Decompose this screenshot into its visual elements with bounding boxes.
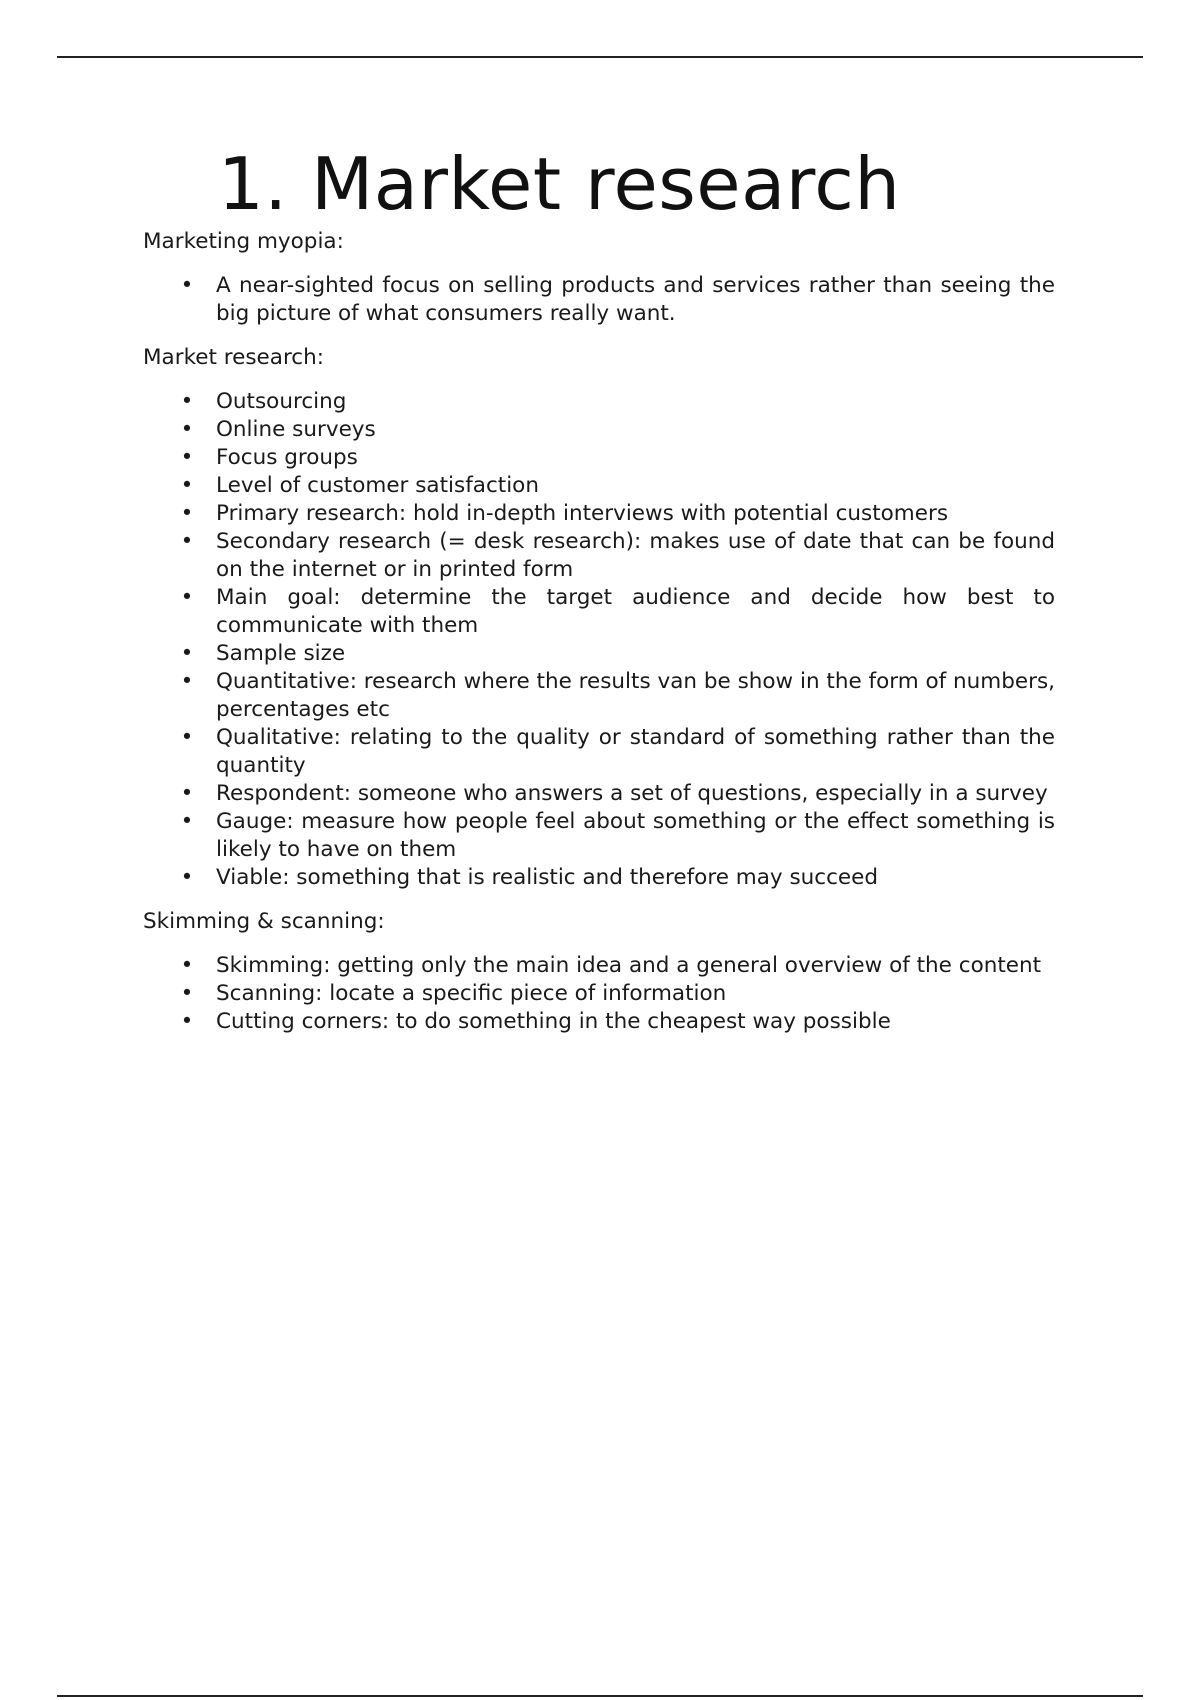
list-item-text: Viable: something that is realistic and therefore may succeed [216,865,879,890]
list-item-text: Focus groups [216,445,358,470]
bullet-icon: • [180,585,194,610]
list-item-text: Scanning: locate a specific piece of information [216,981,727,1006]
list-item [143,444,1055,472]
bullet-icon: • [180,669,194,694]
list-item-text: Qualitative: relating to the quality or standard of something rather than the quantity [216,725,1055,778]
list-item [143,980,1055,1008]
page-title: 1. Market research [218,142,901,226]
bullet-icon: • [180,1009,194,1034]
list-item-text: Sample size [216,641,346,666]
bullet-icon: • [180,865,194,890]
list-item [143,388,1055,416]
list-item [143,416,1055,444]
list-item-text: Gauge: measure how people feel about something or the effect something is likely to have on them [216,809,1055,862]
bullet-icon: • [180,529,194,554]
list-item-text: Respondent: someone who answers a set of questions, especially in a survey [216,781,1048,806]
bullet-icon: • [180,501,194,526]
bullet-icon: • [180,417,194,442]
bullet-list-market-research [143,388,1055,892]
bullet-icon: • [180,389,194,414]
list-item [143,668,1055,724]
list-item-text: Cutting corners: to do something in the cheapest way possible [216,1009,891,1034]
list-item [143,808,1055,864]
list-item-text: Quantitative: research where the results van be show in the form of numbers, percentages etc [216,669,1055,722]
list-item-text: A near-sighted focus on selling products and services rather than seeing the big picture of what consumers really want. [216,273,1055,326]
document-body [143,140,1055,1052]
bullet-icon: • [180,953,194,978]
list-item [143,500,1055,528]
list-item [143,724,1055,780]
list-item [143,1008,1055,1036]
bullet-icon: • [180,473,194,498]
list-item [143,640,1055,668]
bullet-list-marketing-myopia [143,272,1055,328]
section-heading-market-research: Market research: [143,345,324,370]
list-item-text: Main goal: determine the target audience and decide how best to communicate with them [216,585,1055,638]
list-item-text: Level of customer satisfaction [216,473,539,498]
bullet-icon: • [180,809,194,834]
list-item [143,780,1055,808]
bullet-icon: • [180,725,194,750]
list-item [143,864,1055,892]
section-heading-marketing-myopia: Marketing myopia: [143,229,344,254]
bullet-icon: • [180,781,194,806]
list-item-text: Outsourcing [216,389,347,414]
list-item-text: Primary research: hold in-depth interviews with potential customers [216,501,949,526]
header-rule [57,56,1143,58]
list-item [143,584,1055,640]
bullet-icon: • [180,445,194,470]
list-item [143,272,1055,328]
bullet-icon: • [180,641,194,666]
footer-rule [57,1695,1143,1697]
bullet-list-skimming-scanning [143,952,1055,1036]
list-item-text: Online surveys [216,417,376,442]
list-item-text: Secondary research (= desk research): makes use of date that can be found on the internet or in printed form [216,529,1055,582]
list-item [143,528,1055,584]
section-heading-skimming-scanning: Skimming & scanning: [143,909,385,934]
bullet-icon: • [180,273,194,298]
list-item-text: Skimming: getting only the main idea and a general overview of the content [216,953,1042,978]
list-item [143,472,1055,500]
list-item [143,952,1055,980]
bullet-icon: • [180,981,194,1006]
